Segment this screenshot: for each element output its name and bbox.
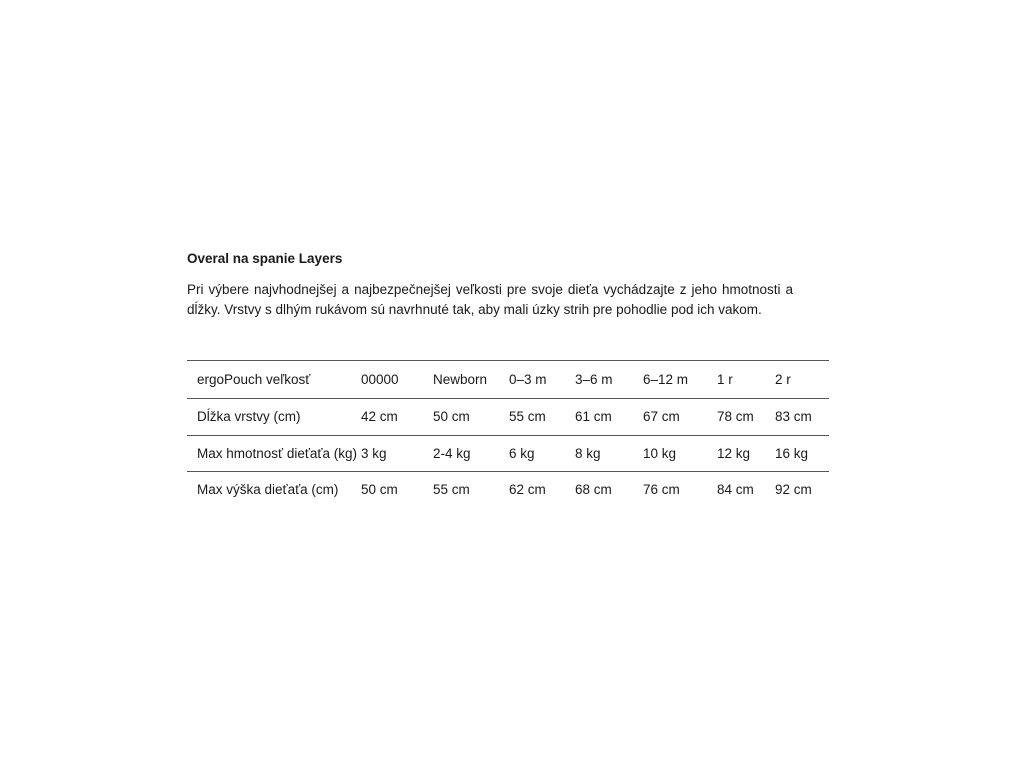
table-row-length (187, 399, 829, 436)
table-cell: 3 kg (361, 436, 433, 472)
table-cell: 0–3 m (509, 361, 575, 399)
table-cell: Newborn (433, 361, 509, 399)
document-title: Overal na spanie Layers (187, 251, 343, 266)
table-cell: 2 r (775, 361, 829, 399)
table-cell: 50 cm (433, 399, 509, 436)
table-cell: 84 cm (717, 472, 775, 509)
size-table (187, 360, 829, 508)
table-cell: 61 cm (575, 399, 643, 436)
table-cell: 62 cm (509, 472, 575, 509)
table-row-height (187, 472, 829, 509)
document-page (187, 249, 829, 497)
table-cell: 1 r (717, 361, 775, 399)
table-cell: 55 cm (509, 399, 575, 436)
row-label: Max výška dieťaťa (cm) (187, 472, 361, 509)
table-cell: 8 kg (575, 436, 643, 472)
row-label: Max hmotnosť dieťaťa (kg) (187, 436, 361, 472)
intro-paragraph: Pri výbere najvhodnejšej a najbezpečnejšej veľkosti pre svoje dieťa vychádzajte z jeho hmotnosti a dĺžky. Vrstvy s dlhým rukávom sú navrhnuté tak, aby mali úzky strih pre pohodlie pod ich vakom. (187, 282, 793, 317)
table-cell: 92 cm (775, 472, 829, 509)
table-cell: 3–6 m (575, 361, 643, 399)
row-label: ergoPouch veľkosť (187, 361, 361, 399)
table-cell: 78 cm (717, 399, 775, 436)
table-cell: 10 kg (643, 436, 717, 472)
table-cell: 55 cm (433, 472, 509, 509)
table-cell: 67 cm (643, 399, 717, 436)
table-cell: 2-4 kg (433, 436, 509, 472)
table-cell: 50 cm (361, 472, 433, 509)
table-cell: 76 cm (643, 472, 717, 509)
table-row-weight (187, 436, 829, 472)
table-cell: 00000 (361, 361, 433, 399)
table-cell: 42 cm (361, 399, 433, 436)
table-cell: 16 kg (775, 436, 829, 472)
table-cell: 68 cm (575, 472, 643, 509)
table-cell: 83 cm (775, 399, 829, 436)
table-cell: 12 kg (717, 436, 775, 472)
row-label: Dĺžka vrstvy (cm) (187, 399, 361, 436)
table-row-size (187, 361, 829, 399)
table-cell: 6–12 m (643, 361, 717, 399)
table-cell: 6 kg (509, 436, 575, 472)
